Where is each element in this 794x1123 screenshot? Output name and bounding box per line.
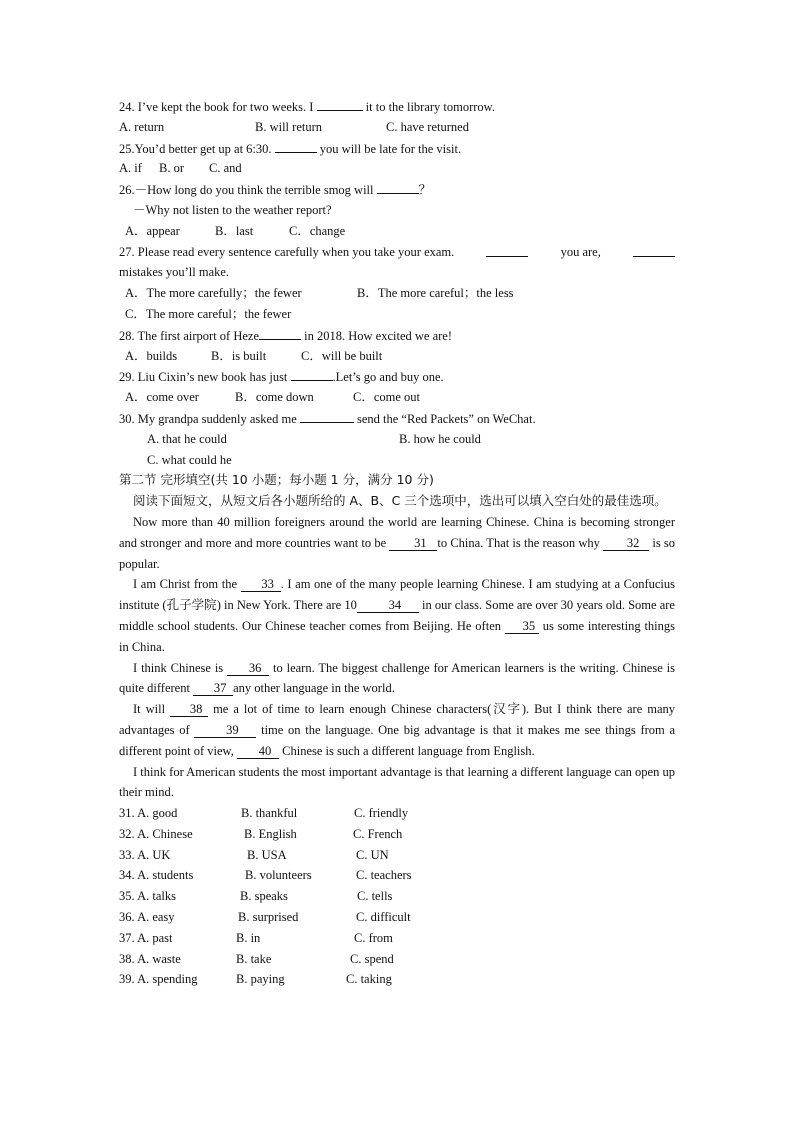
question-number: 26.	[119, 183, 135, 198]
question-stem: －How long do you think the terrible smog will	[134, 183, 374, 198]
option-c: C．will be built	[301, 348, 383, 363]
passage-text: time on the language. One big advantage is that it makes me see things from a different point of view,	[119, 722, 676, 758]
choice-b: B. speaks	[240, 889, 288, 904]
passage-paragraph-5: I think for American students the most important advantage is that learning a different language can open up their mind.	[119, 764, 675, 800]
question-number: 24.	[119, 100, 135, 114]
choice-c: C. taking	[346, 972, 392, 987]
choice-a	[119, 949, 236, 970]
question-stem: you are,	[560, 244, 601, 259]
option-c: C．change	[289, 223, 346, 238]
question-stem: send the “Red Packets” on WeChat.	[357, 411, 536, 426]
passage-text: I am Christ from the	[133, 577, 238, 592]
blank-40: 40	[237, 744, 279, 759]
passage-paragraph-4	[119, 699, 675, 761]
choice-c: C. difficult	[356, 910, 411, 925]
passage-text: It will	[133, 702, 166, 717]
question-stem: You’d better get up at 6:30.	[134, 141, 272, 156]
choice-row	[119, 886, 675, 907]
passage-text: to China. That is the reason why	[437, 535, 600, 550]
choice-a-text: A. past	[137, 930, 173, 945]
choice-b: B. take	[236, 951, 272, 966]
choice-a	[119, 845, 247, 866]
choice-c: C. French	[353, 826, 403, 841]
choice-row	[119, 845, 675, 866]
option-c: C. what could he	[147, 452, 232, 467]
question-26-reply: －Why not listen to the weather report?	[133, 202, 332, 217]
choice-number: 36.	[119, 910, 135, 925]
options-30	[119, 429, 675, 450]
answer-blank	[317, 96, 363, 111]
choice-a	[119, 886, 240, 907]
options-25	[119, 158, 675, 179]
options-30-c	[119, 450, 675, 471]
answer-blank	[377, 179, 419, 194]
question-28	[119, 325, 675, 346]
choice-number: 35.	[119, 889, 135, 904]
choice-a	[119, 907, 238, 928]
choice-a-text: A. waste	[137, 951, 181, 966]
question-26	[119, 179, 675, 200]
option-b: B. how he could	[399, 431, 481, 446]
options-27-c	[119, 304, 675, 325]
choice-a	[119, 803, 241, 824]
choice-a-text: A. talks	[137, 889, 176, 904]
question-27	[119, 242, 675, 263]
question-stem: in 2018. How excited we are!	[304, 328, 453, 343]
answer-blank	[633, 242, 675, 257]
answer-blank	[300, 408, 354, 423]
answer-blank	[259, 325, 301, 340]
choice-row	[119, 803, 675, 824]
option-a: A. return	[119, 119, 165, 134]
passage-text: I think Chinese is	[133, 660, 224, 675]
option-b: B．The more careful；the less	[357, 286, 514, 301]
blank-35: 35	[505, 619, 539, 634]
section-title: 第二节 完形填空(共 10 小题；每小题 1 分，满分 10 分)	[119, 472, 434, 488]
answer-blank	[275, 138, 317, 153]
question-number: 29.	[119, 370, 135, 385]
choice-row	[119, 907, 675, 928]
option-c: C. have returned	[386, 119, 469, 134]
option-a: A．appear	[125, 223, 180, 238]
choice-a-text: A. easy	[137, 910, 175, 925]
choice-c: C. tells	[357, 889, 393, 904]
passage-text: is so popular.	[119, 535, 676, 571]
blank-36: 36	[227, 661, 269, 676]
choice-b: B. paying	[236, 972, 285, 987]
passage-paragraph-2	[119, 574, 675, 657]
passage-text: any other language in the world.	[233, 681, 395, 696]
choice-row	[119, 969, 675, 990]
choice-a-text: A. Chinese	[137, 826, 193, 841]
blank-32: 32	[603, 536, 649, 551]
blank-37: 37	[193, 681, 233, 696]
passage-text: me a lot of time to learn enough Chinese characters(汉字). But I think there are many advantages of	[119, 702, 676, 737]
option-b: B. will return	[255, 119, 323, 134]
option-b: B．come down	[235, 390, 314, 405]
blank-31: 31	[389, 536, 437, 551]
choice-b: B. surprised	[238, 910, 299, 925]
choice-c: C. spend	[350, 951, 394, 966]
option-a: A．The more carefully；the fewer	[125, 286, 302, 301]
option-c: C．The more careful；the fewer	[125, 306, 292, 321]
options-24	[119, 117, 675, 138]
choice-c: C. from	[354, 930, 393, 945]
choice-a-text: A. good	[137, 806, 178, 821]
choice-number: 37.	[119, 930, 135, 945]
choice-row	[119, 949, 675, 970]
question-25	[119, 138, 675, 159]
passage-text: to learn. The biggest challenge for American learners is the writing. Chinese is quite different	[119, 660, 675, 696]
blank-33: 33	[241, 577, 281, 592]
question-stem: Liu Cixin’s new book has just	[137, 370, 288, 385]
question-stem-line	[119, 242, 454, 263]
options-27	[119, 283, 675, 304]
choice-a	[119, 865, 245, 886]
question-stem: Please read every sentence carefully when you take your exam.	[137, 244, 455, 259]
choice-c: C. teachers	[356, 868, 412, 883]
option-a: A．come over	[125, 390, 199, 405]
question-29	[119, 366, 675, 387]
choice-a-text: A. students	[137, 868, 194, 883]
passage-text: . I am one of the many people learning Chinese. I am studying at a Confucius institute (孔子学院) in New York. There are 10	[119, 577, 675, 613]
choice-a	[119, 928, 236, 949]
option-a: A．builds	[125, 348, 178, 363]
section-instruction: 阅读下面短文，从短文后各小题所给的 A、B、C 三个选项中，选出可以填入空白处的最佳选项。	[133, 493, 667, 509]
question-number: 30.	[119, 411, 135, 426]
choice-row	[119, 928, 675, 949]
question-stem: .Let’s go and buy one.	[332, 370, 444, 385]
passage-paragraph-1	[119, 512, 675, 574]
question-30	[119, 408, 675, 429]
question-stem: it to the library tomorrow.	[365, 100, 496, 114]
passage-text: Now more than 40 million foreigners around the world are learning Chinese. China is becoming stronger and stronger and more and more countries want to be	[119, 514, 675, 550]
question-number: 27.	[119, 244, 135, 259]
option-b: B．last	[215, 223, 254, 238]
choice-number: 39.	[119, 972, 135, 987]
choice-c: C. UN	[356, 847, 389, 862]
question-number: 25.	[119, 141, 135, 156]
option-b: B. or	[159, 161, 184, 176]
choice-number: 38.	[119, 951, 135, 966]
answer-blank	[291, 366, 333, 381]
blank-38: 38	[170, 702, 208, 717]
question-number: 28.	[119, 328, 135, 343]
choice-number: 32.	[119, 826, 135, 841]
choice-b: B. volunteers	[245, 868, 312, 883]
options-26	[119, 221, 675, 242]
choice-row	[119, 865, 675, 886]
passage-text: us some interesting things in China.	[119, 618, 676, 654]
question-stem: My grandpa suddenly asked me	[137, 411, 297, 426]
question-27-cont: mistakes you’ll make.	[119, 265, 230, 280]
choice-a-text: A. UK	[137, 847, 171, 862]
blank-34: 34	[357, 598, 419, 613]
choice-a	[119, 969, 236, 990]
choice-number: 34.	[119, 868, 135, 883]
question-24	[119, 96, 675, 117]
choice-b: B. USA	[247, 847, 287, 862]
question-stem: I’ve kept the book for two weeks. I	[137, 100, 314, 114]
choice-c: C. friendly	[354, 806, 409, 821]
option-a: A. if	[119, 161, 142, 176]
passage-text: Chinese is such a different language from English.	[282, 743, 535, 758]
option-c: C．come out	[353, 390, 421, 405]
choice-row	[119, 824, 675, 845]
answer-blank	[486, 242, 528, 257]
passage-paragraph-3	[119, 658, 675, 700]
choice-b: B. English	[244, 826, 297, 841]
option-b: B．is built	[211, 348, 267, 363]
options-29	[119, 387, 675, 408]
options-28	[119, 346, 675, 367]
question-stem: ？	[418, 183, 432, 198]
choice-number: 31.	[119, 806, 135, 821]
choice-a-text: A. spending	[137, 972, 198, 987]
choice-number: 33.	[119, 847, 135, 862]
question-stem: you will be late for the visit.	[319, 141, 462, 156]
exam-page	[119, 96, 675, 990]
blank-39: 39	[194, 723, 256, 738]
question-stem: The first airport of Heze	[137, 328, 260, 343]
option-a: A. that he could	[147, 431, 227, 446]
choice-a	[119, 824, 244, 845]
option-c: C. and	[209, 161, 242, 176]
choice-b: B. thankful	[241, 806, 298, 821]
passage-text: in our class. Some are over 30 years old. Some are middle school students. Our Chinese teacher comes from Beijing. He often	[119, 598, 675, 633]
choice-b: B. in	[236, 930, 261, 945]
